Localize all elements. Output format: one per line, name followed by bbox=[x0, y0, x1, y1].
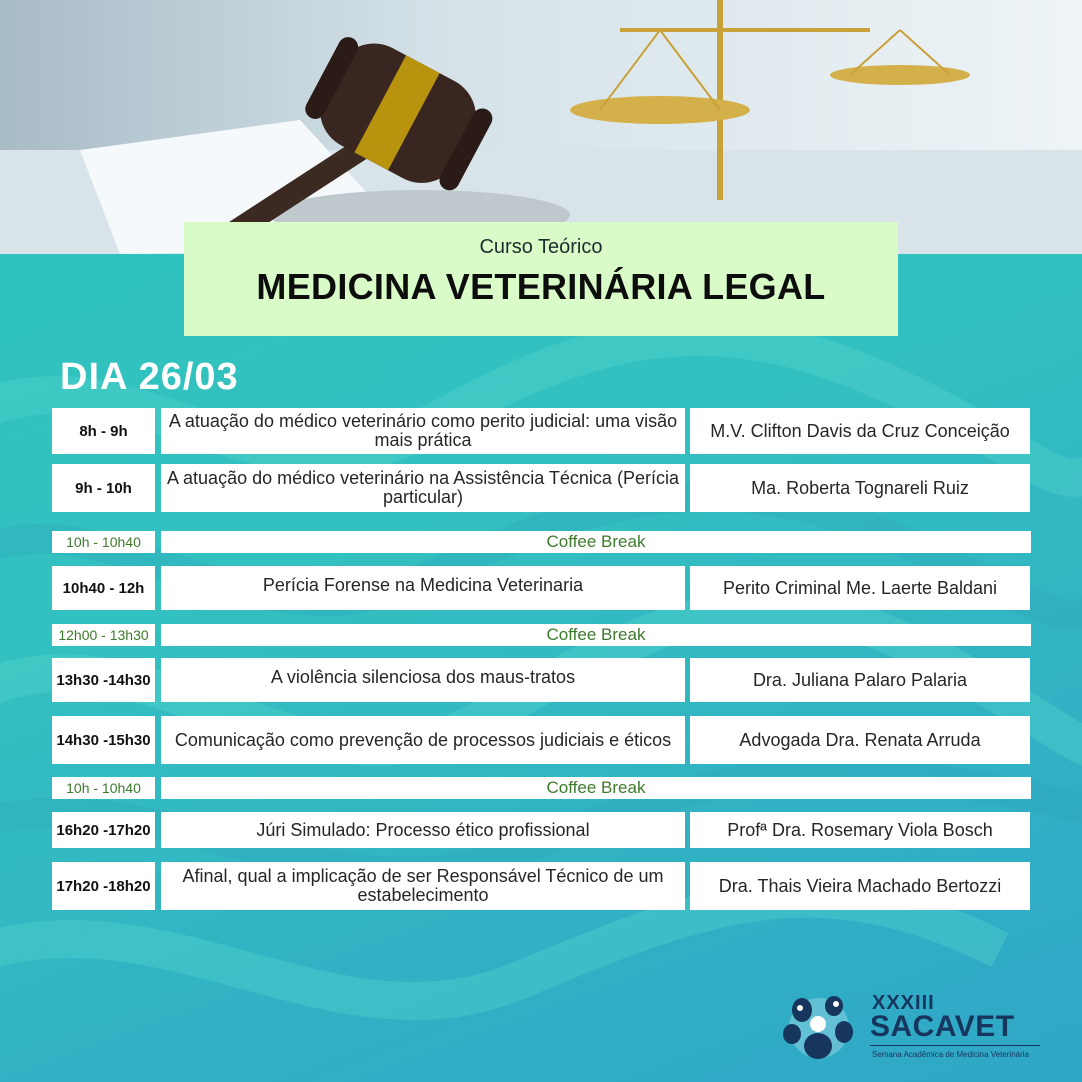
coffee-break: Coffee Break bbox=[161, 531, 1031, 553]
schedule-time: 9h - 10h bbox=[52, 464, 155, 512]
schedule-speaker: Perito Criminal Me. Laerte Baldani bbox=[690, 566, 1030, 610]
schedule-time: 14h30 -15h30 bbox=[52, 716, 155, 764]
course-title: MEDICINA VETERINÁRIA LEGAL bbox=[256, 266, 826, 307]
schedule-topic: Perícia Forense na Medicina Veterinaria bbox=[161, 566, 685, 610]
schedule-time: 17h20 -18h20 bbox=[52, 862, 155, 910]
schedule-speaker: Advogada Dra. Renata Arruda bbox=[690, 716, 1030, 764]
coffee-break: Coffee Break bbox=[161, 624, 1031, 646]
schedule-topic: A atuação do médico veterinário como perito judicial: uma visão mais prática bbox=[161, 408, 685, 454]
schedule-topic: A violência silenciosa dos maus-tratos bbox=[161, 658, 685, 702]
title-box bbox=[184, 222, 898, 336]
break-time: 10h - 10h40 bbox=[52, 777, 155, 799]
schedule-topic: Comunicação como prevenção de processos judiciais e éticos bbox=[161, 716, 685, 764]
schedule-speaker: M.V. Clifton Davis da Cruz Conceição bbox=[690, 408, 1030, 454]
schedule-time: 10h40 - 12h bbox=[52, 566, 155, 610]
break-time: 12h00 - 13h30 bbox=[52, 624, 155, 646]
schedule-topic: Júri Simulado: Processo ético profissional bbox=[161, 812, 685, 848]
schedule-topic: Afinal, qual a implicação de ser Responsável Técnico de um estabelecimento bbox=[161, 862, 685, 910]
schedule-topic: A atuação do médico veterinário na Assistência Técnica (Perícia particular) bbox=[161, 464, 685, 512]
schedule-time: 13h30 -14h30 bbox=[52, 658, 155, 702]
sacavet-logo bbox=[776, 988, 1056, 1064]
break-time: 10h - 10h40 bbox=[52, 531, 155, 553]
schedule-speaker: Dra. Thais Vieira Machado Bertozzi bbox=[690, 862, 1030, 910]
animals-paw-icon bbox=[776, 988, 862, 1064]
schedule-time: 16h20 -17h20 bbox=[52, 812, 155, 848]
course-subtitle: Curso Teórico bbox=[479, 236, 603, 258]
schedule-speaker: Profª Dra. Rosemary Viola Bosch bbox=[690, 812, 1030, 848]
logo-tagline: Semana Acadêmica de Medicina Veterinária bbox=[872, 1050, 1029, 1059]
logo-edition: XXXIII bbox=[872, 992, 935, 1014]
logo-divider bbox=[870, 1045, 1040, 1046]
schedule-speaker: Dra. Juliana Palaro Palaria bbox=[690, 658, 1030, 702]
schedule-time: 8h - 9h bbox=[52, 408, 155, 454]
coffee-break: Coffee Break bbox=[161, 777, 1031, 799]
schedule-speaker: Ma. Roberta Tognareli Ruiz bbox=[690, 464, 1030, 512]
header-photo-gavel-scales bbox=[0, 0, 1082, 254]
logo-name: SACAVET bbox=[870, 1010, 1015, 1043]
day-label: DIA 26/03 bbox=[60, 356, 239, 398]
